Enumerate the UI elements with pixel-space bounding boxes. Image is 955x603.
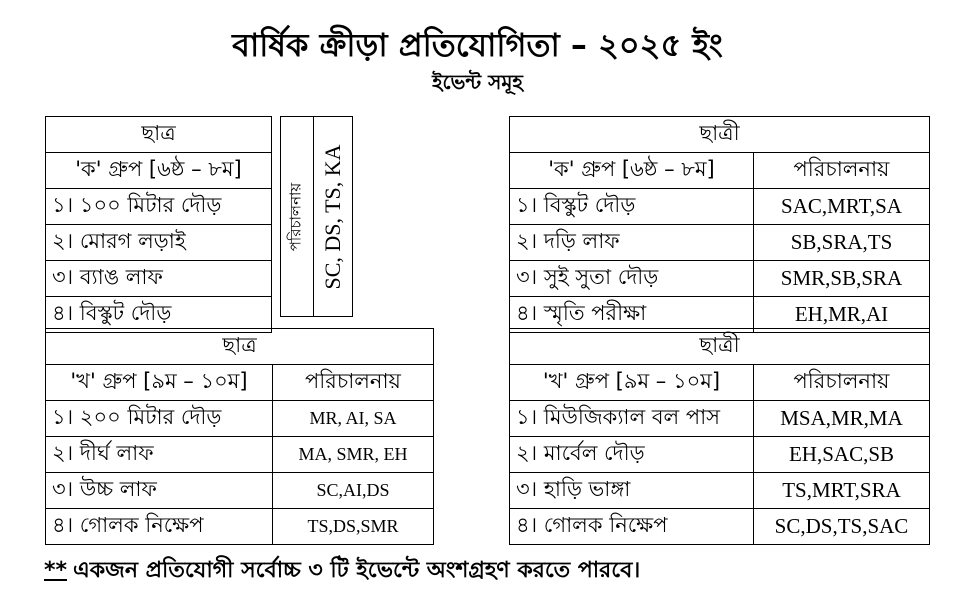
- group-label: 'ক' গ্রুপ [৬ষ্ঠ – ৮ম]: [510, 153, 754, 189]
- event-row: ২। মার্বেল দৌড়: [510, 437, 754, 473]
- group-label: 'ক' গ্রুপ [৬ষ্ঠ – ৮ম]: [46, 153, 272, 189]
- managers-cell: MA, SMR, EH: [273, 437, 434, 473]
- event-row: ৩। ব্যাঙ লাফ: [46, 261, 272, 297]
- event-row: ৩। উচ্চ লাফ: [46, 473, 273, 509]
- note-text: একজন প্রতিযোগী সর্বোচ্চ ৩ টি ইভেন্টে অংশগ্রহণ করতে পারবে।: [73, 558, 641, 583]
- managed-by-header: পরিচালনায়: [754, 365, 930, 401]
- girls-group-ka-table: [509, 116, 930, 333]
- event-row: ২। মোরগ লড়াই: [46, 225, 272, 261]
- event-row: ১। মিউজিক্যাল বল পাস: [510, 401, 754, 437]
- page-title: বার্ষিক ক্রীড়া প্রতিযোগিতা – ২০২৫ ইং: [232, 26, 723, 64]
- event-row: ২। দীর্ঘ লাফ: [46, 437, 273, 473]
- event-row: ৪। স্মৃতি পরীক্ষা: [510, 297, 754, 333]
- event-row: ১। বিস্কুট দৌড়: [510, 189, 754, 225]
- event-row: ৩। হাড়ি ভাঙ্গা: [510, 473, 754, 509]
- footer-note: [44, 553, 640, 590]
- managers-cell: SC,AI,DS: [273, 473, 434, 509]
- event-row: ৩। সুই সুতা দৌড়: [510, 261, 754, 297]
- managers-cell: SB,SRA,TS: [754, 225, 930, 261]
- managed-by-header: পরিচালনায়: [754, 153, 930, 189]
- note-stars: **: [44, 558, 68, 583]
- boys-group-ka-table: [45, 116, 272, 333]
- event-row: ৪। গোলক নিক্ষেপ: [46, 509, 273, 545]
- table-header: ছাত্রী: [510, 117, 930, 153]
- managers-cell: MR, AI, SA: [273, 401, 434, 437]
- table-header: ছাত্র: [46, 329, 434, 365]
- group-label: 'খ' গ্রুপ [৯ম – ১০ম]: [46, 365, 273, 401]
- managers-cell: MSA,MR,MA: [754, 401, 930, 437]
- event-row: ২। দড়ি লাফ: [510, 225, 754, 261]
- table-header: ছাত্রী: [510, 329, 930, 365]
- girls-group-kha-table: [509, 328, 930, 545]
- event-row: ৪। গোলক নিক্ষেপ: [510, 509, 754, 545]
- boys-ka-managers-box: [313, 116, 353, 317]
- managers-cell: SAC,MRT,SA: [754, 189, 930, 225]
- boys-group-kha-table: [45, 328, 434, 545]
- managers-cell: SMR,SB,SRA: [754, 261, 930, 297]
- managers-cell: EH,SAC,SB: [754, 437, 930, 473]
- event-row: ১। ২০০ মিটার দৌড়: [46, 401, 273, 437]
- event-row: ৪। বিস্কুট দৌড়: [46, 297, 272, 333]
- event-row: ১। ১০০ মিটার দৌড়: [46, 189, 272, 225]
- managers-cell: TS,DS,SMR: [273, 509, 434, 545]
- managers-cell: TS,MRT,SRA: [754, 473, 930, 509]
- group-label: 'খ' গ্রুপ [৯ম – ১০ম]: [510, 365, 754, 401]
- managed-by-header: পরিচালনায়: [273, 365, 434, 401]
- managers-value: SC, DS, TS, KA: [320, 143, 345, 290]
- managers-cell: SC,DS,TS,SAC: [754, 509, 930, 545]
- boys-ka-managed-label-box: [280, 116, 314, 317]
- managers-cell: EH,MR,AI: [754, 297, 930, 333]
- managed-by-label: পরিচালনায়: [286, 182, 305, 251]
- table-header: ছাত্র: [46, 117, 272, 153]
- page-subtitle: ইভেন্ট সমূহ: [432, 70, 523, 94]
